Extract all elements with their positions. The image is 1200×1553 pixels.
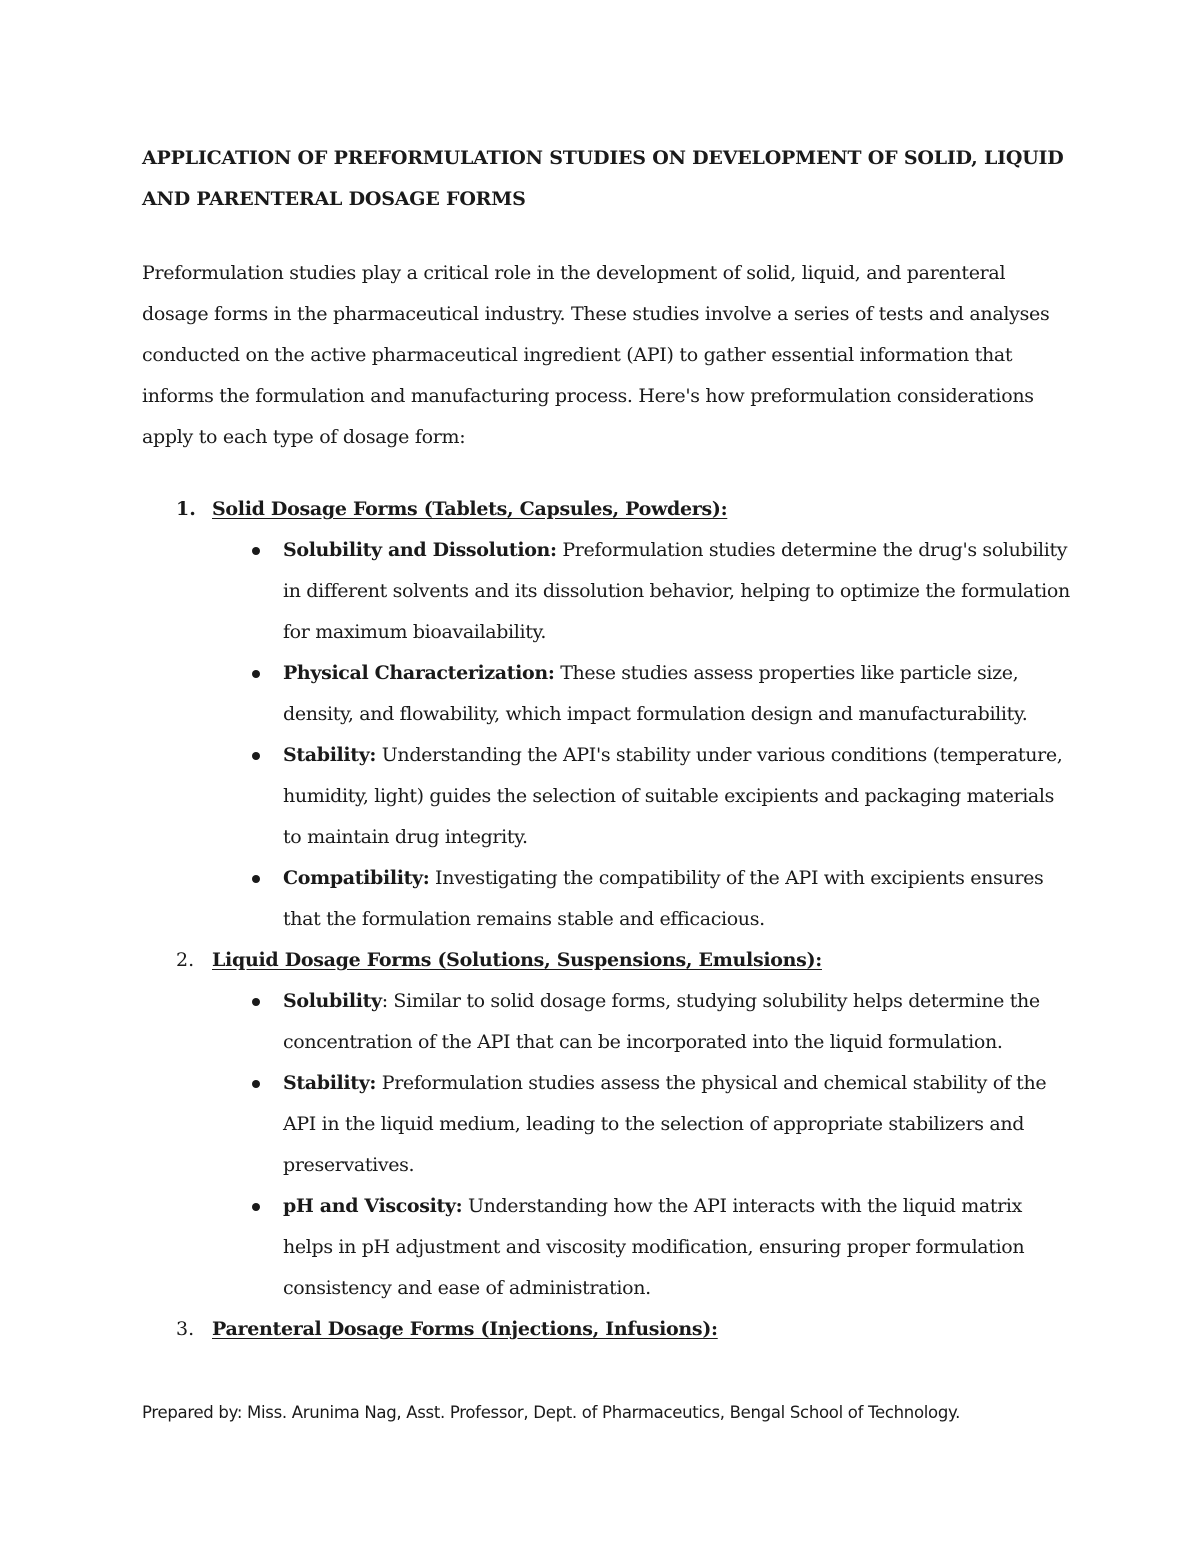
bullet-icon <box>252 998 260 1006</box>
point-text: Understanding how the API interacts with the liquid matrix helps in pH adjustment and viscosity modification, ensuring proper formulation consistency and ease of administration. <box>283 1195 1025 1299</box>
point-text: Investigating the compatibility of the API with excipients ensures that the formulation remains stable and efficacious. <box>283 867 1044 930</box>
point-label: Compatibility: <box>283 867 430 889</box>
bullet-icon <box>252 875 260 883</box>
point-text: Preformulation studies determine the drug's solubility in different solvents and its dissolution behavior, helping to optimize the formulation for maximum bioavailability. <box>283 539 1070 643</box>
section-heading: Liquid Dosage Forms (Solutions, Suspensions, Emulsions): <box>212 949 822 971</box>
bullet-icon <box>252 670 260 678</box>
list-item <box>212 1063 1072 1186</box>
point-list <box>212 530 1072 940</box>
point-text: Preformulation studies assess the physical and chemical stability of the API in the liquid medium, leading to the selection of appropriate stabilizers and preservatives. <box>283 1072 1047 1176</box>
point-label: Stability: <box>283 744 377 766</box>
section-parenteral <box>142 1309 1072 1350</box>
section-number: 2. <box>176 949 195 971</box>
point-text: : Similar to solid dosage forms, studying solubility helps determine the concentration of the API that can be incorporated into the liquid formulation. <box>283 990 1040 1053</box>
list-item <box>212 858 1072 940</box>
point-text: These studies assess properties like particle size, density, and flowability, which impact formulation design and manufacturability. <box>283 662 1028 725</box>
page-footer: Prepared by: Miss. Arunima Nag, Asst. Professor, Dept. of Pharmaceutics, Bengal School of Technology. <box>142 1403 961 1422</box>
point-text: Understanding the API's stability under various conditions (temperature, humidity, light) guides the selection of suitable excipients and packaging materials to maintain drug integrity. <box>283 744 1063 848</box>
list-item <box>212 735 1072 858</box>
point-label: Solubility and Dissolution: <box>283 539 557 561</box>
bullet-icon <box>252 547 260 555</box>
point-label: Physical Characterization: <box>283 662 555 684</box>
section-heading: Parenteral Dosage Forms (Injections, Infusions): <box>212 1318 718 1340</box>
point-label: Stability: <box>283 1072 377 1094</box>
section-heading: Solid Dosage Forms (Tablets, Capsules, Powders): <box>212 498 728 520</box>
point-list <box>212 981 1072 1309</box>
section-liquid <box>142 940 1072 1309</box>
section-solid <box>142 489 1072 940</box>
point-label: Solubility <box>283 990 382 1012</box>
bullet-icon <box>252 752 260 760</box>
point-label: pH and Viscosity: <box>283 1195 463 1217</box>
list-item <box>212 653 1072 735</box>
section-number: 3. <box>176 1318 195 1340</box>
list-item <box>212 981 1072 1063</box>
intro-paragraph: Preformulation studies play a critical role in the development of solid, liquid, and parenteral dosage forms in the pharmaceutical industry. These studies involve a series of tests and analyses conducted on the active pharmaceutical ingredient (API) to gather essential information that informs the formulation and manufacturing process. Here's how preformulation considerations apply to each type of dosage form: <box>142 262 1050 448</box>
section-number: 1. <box>176 498 196 520</box>
list-item <box>212 530 1072 653</box>
document-page <box>142 138 1072 1350</box>
bullet-icon <box>252 1203 260 1211</box>
bullet-icon <box>252 1080 260 1088</box>
page-title: APPLICATION OF PREFORMULATION STUDIES ON DEVELOPMENT OF SOLID, LIQUID AND PARENTERAL DOSAGE FORMS <box>142 147 1064 210</box>
section-list <box>142 489 1072 1350</box>
list-item <box>212 1186 1072 1309</box>
